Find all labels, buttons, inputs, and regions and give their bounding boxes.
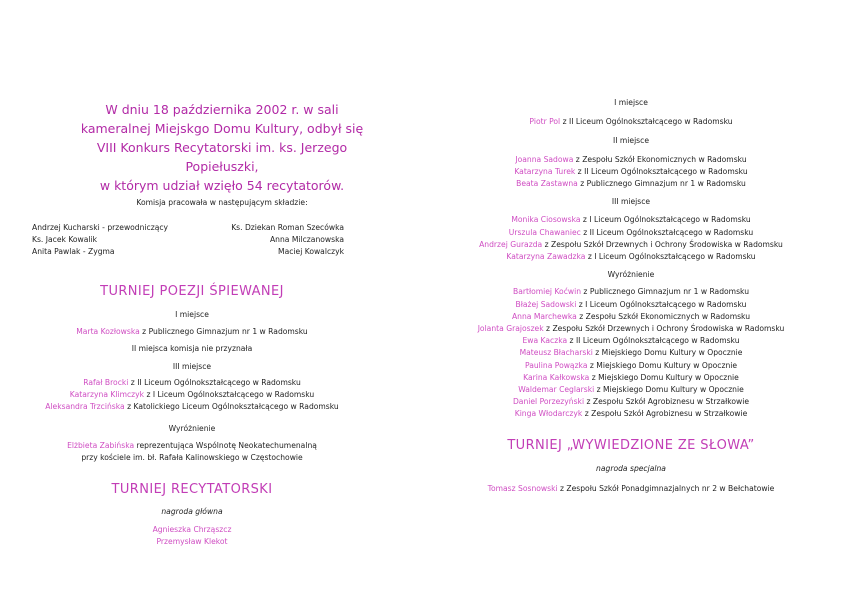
t1-right-results [424, 97, 838, 421]
result-line [424, 483, 838, 495]
place-label: I miejsce [175, 310, 209, 319]
result-line [424, 166, 838, 178]
section-title-wywiedzione: TURNIEJ „WYWIEDZIONE ZE SŁOWA” [507, 438, 755, 453]
intro-line: VIII Konkurs Recytatorski im. ks. Jerzego Popiełuszki, [96, 140, 348, 174]
result-line [424, 360, 838, 372]
intro-line: kameralnej Miejskgo Domu Kultury, odbył się [80, 121, 364, 136]
result-affiliation: z II Liceum Ogólnokształcącego w Radomsku [580, 227, 754, 237]
place-label: I miejsce [614, 98, 648, 107]
result-line [424, 239, 838, 251]
result-line [0, 326, 384, 338]
place-label: III miejsce [172, 361, 212, 371]
result-line [424, 286, 838, 298]
commission-member: Andrzej Kucharski - przewodniczący [32, 223, 169, 232]
result-affiliation: z Miejskiego Domu Kultury w Opocznie [594, 385, 744, 395]
result-line [424, 408, 838, 420]
intro-line: w którym udział wzięło 54 recytatorów. [99, 178, 345, 193]
result-affiliation: z II Liceum Ogólnokształcącego w Radomsku [567, 336, 740, 346]
result-affiliation: z I Liceum Ogólnokształcącego w Radomsku [580, 215, 751, 225]
result-name: Mateusz Błacharski [519, 348, 593, 358]
commission-left-list [32, 222, 168, 259]
result-affiliation: z II Liceum Ogólnokształcącego w Radomsku [128, 377, 301, 387]
result-name: Katarzyna Zawadzka [506, 252, 586, 262]
result-name: Kinga Włodarczyk [514, 409, 583, 419]
result-line [0, 401, 384, 413]
section-title-poezja: TURNIEJ POEZJI ŚPIEWANEJ [100, 284, 284, 299]
commission-member: Maciej Kowalczyk [278, 247, 344, 257]
result-name: Aleksandra Trzcińska [45, 402, 125, 412]
result-line [424, 214, 838, 226]
result-affiliation: z Miejskiego Domu Kultury w Opocznie [587, 360, 738, 370]
result-line [0, 377, 384, 389]
t2-results [0, 506, 384, 549]
result-name: Agnieszka Chrząszcz [152, 525, 232, 535]
right-page [424, 0, 848, 600]
result-line [0, 440, 384, 452]
result-name: Karina Kałkowska [523, 372, 590, 382]
prize-label: nagroda główna [161, 507, 223, 516]
result-affiliation: z Zespołu Szkół Ponadgimnazjalnych nr 2 w Bełchatowie [557, 484, 775, 494]
result-line [424, 323, 838, 335]
result-name: Bartłomiej Koćwin [512, 287, 582, 297]
result-affiliation: z Zespołu Szkół Agrobiznesu w Strzałkowie [582, 409, 748, 419]
commission-member: Ks. Dziekan Roman Szecówka [231, 223, 344, 232]
section-title-recytatorski: TURNIEJ RECYTATORSKI [111, 482, 273, 497]
intro-paragraph [60, 100, 384, 195]
distinction-label: Wyróżnienie [607, 270, 655, 280]
distinction-label: Wyróżnienie [168, 424, 216, 434]
commission-member: Ks. Jacek Kowalik [32, 235, 98, 245]
result-line [424, 227, 838, 239]
result-name: Beata Zastawna [516, 179, 578, 189]
result-line [424, 154, 838, 166]
result-name: Marta Kozłowska [76, 327, 140, 337]
result-affiliation: z Katolickiego Liceum Ogólnokształcącego w Radomsku [124, 402, 339, 412]
result-affiliation: reprezentująca Wspólnotę Neokatechumenalną [134, 440, 317, 450]
result-line [424, 372, 838, 384]
result-affiliation: z Zespołu Szkół Drzewnych i Ochrony Środowiska w Radomsku [542, 239, 783, 249]
result-name: Urszula Chawaniec [508, 227, 581, 237]
result-line [424, 299, 838, 311]
result-affiliation: z Publicznego Gimnazjum nr 1 w Radomsku [581, 287, 750, 297]
result-name: Paulina Powązka [524, 360, 588, 370]
result-line [424, 335, 838, 347]
result-name: Katarzyna Turek [514, 166, 576, 176]
result-name: Piotr Pol [529, 117, 561, 127]
result-affiliation: z I Liceum Ogólnokształcącego w Radomsku [576, 299, 747, 309]
result-affiliation: z I Liceum Ogólnokształcącego w Radomsku [144, 390, 315, 400]
result-name: Ewa Kaczka [522, 336, 568, 346]
result-line [424, 384, 838, 396]
result-line [424, 251, 838, 263]
result-name: Przemysław Klekot [156, 537, 228, 547]
result-affiliation: z I Liceum Ogólnokształcącego w Radomsku [585, 252, 756, 262]
place-label: II miejsce [613, 136, 649, 146]
commission-member: Anna Milczanowska [269, 235, 344, 245]
result-name: Joanna Sadowa [515, 154, 574, 164]
place-label: III miejsce [611, 197, 651, 207]
result-affiliation: z Zespołu Szkół Ekonomicznych w Radomsku [573, 154, 747, 164]
result-line [424, 347, 838, 359]
result-name: Jolanta Grajoszek [477, 324, 544, 334]
result-affiliation: z Publicznego Gimnazjum nr 1 w Radomsku [577, 179, 746, 189]
result-affiliation: z Zespołu Szkół Drzewnych i Ochrony Środowiska w Radomsku [543, 324, 785, 334]
result-affiliation: z Zespołu Szkół Ekonomicznych w Radomsku [576, 311, 751, 321]
result-name: Monika Ciosowska [511, 215, 581, 225]
commission-intro: Komisja pracowała w następującym składzie: [136, 198, 308, 207]
result-name: Katarzyna Klimczyk [69, 390, 145, 400]
t3-results [424, 463, 838, 495]
result-affiliation: z Zespołu Szkół Agrobiznesu w Strzałkowie [584, 397, 750, 407]
result-line [424, 116, 838, 128]
result-line [0, 389, 384, 401]
result-affiliation: z Miejskiego Domu Kultury w Opocznie [592, 348, 743, 358]
result-name: Waldemar Ceglarski [518, 385, 595, 395]
commission-member: Anita Pawlak - Zygma [32, 247, 115, 257]
place-note: II miejsca komisja nie przyznała [131, 344, 253, 354]
result-line [424, 311, 838, 323]
result-line [424, 396, 838, 408]
result-name: Anna Marchewka [511, 311, 577, 321]
result-affiliation: z II Liceum Ogólnokształcącego w Radomsku [560, 117, 733, 127]
result-name: Błażej Sadowski [515, 299, 577, 309]
commission-right-list [231, 222, 344, 259]
result-affiliation: z Miejskiego Domu Kultury w Opocznie [589, 372, 739, 382]
t1-results [0, 309, 384, 464]
result-name: Elżbieta Zabińska [67, 440, 135, 450]
result-name: Andrzej Gurazda [479, 239, 543, 249]
result-name: Daniel Porzezyński [512, 397, 585, 407]
result-name: Rafał Brocki [83, 377, 129, 387]
result-line [424, 178, 838, 190]
intro-line: W dniu 18 października 2002 r. w sali [105, 102, 339, 117]
prize-label: nagroda specjalna [596, 464, 666, 473]
result-line: przy kościele im. bł. Rafała Kalinowskiego w Częstochowie [81, 452, 303, 462]
result-affiliation: z II Liceum Ogólnokształcącego w Radomsku [575, 166, 748, 176]
result-affiliation: z Publicznego Gimnazjum nr 1 w Radomsku [139, 327, 308, 337]
result-name: Tomasz Sosnowski [487, 484, 558, 494]
